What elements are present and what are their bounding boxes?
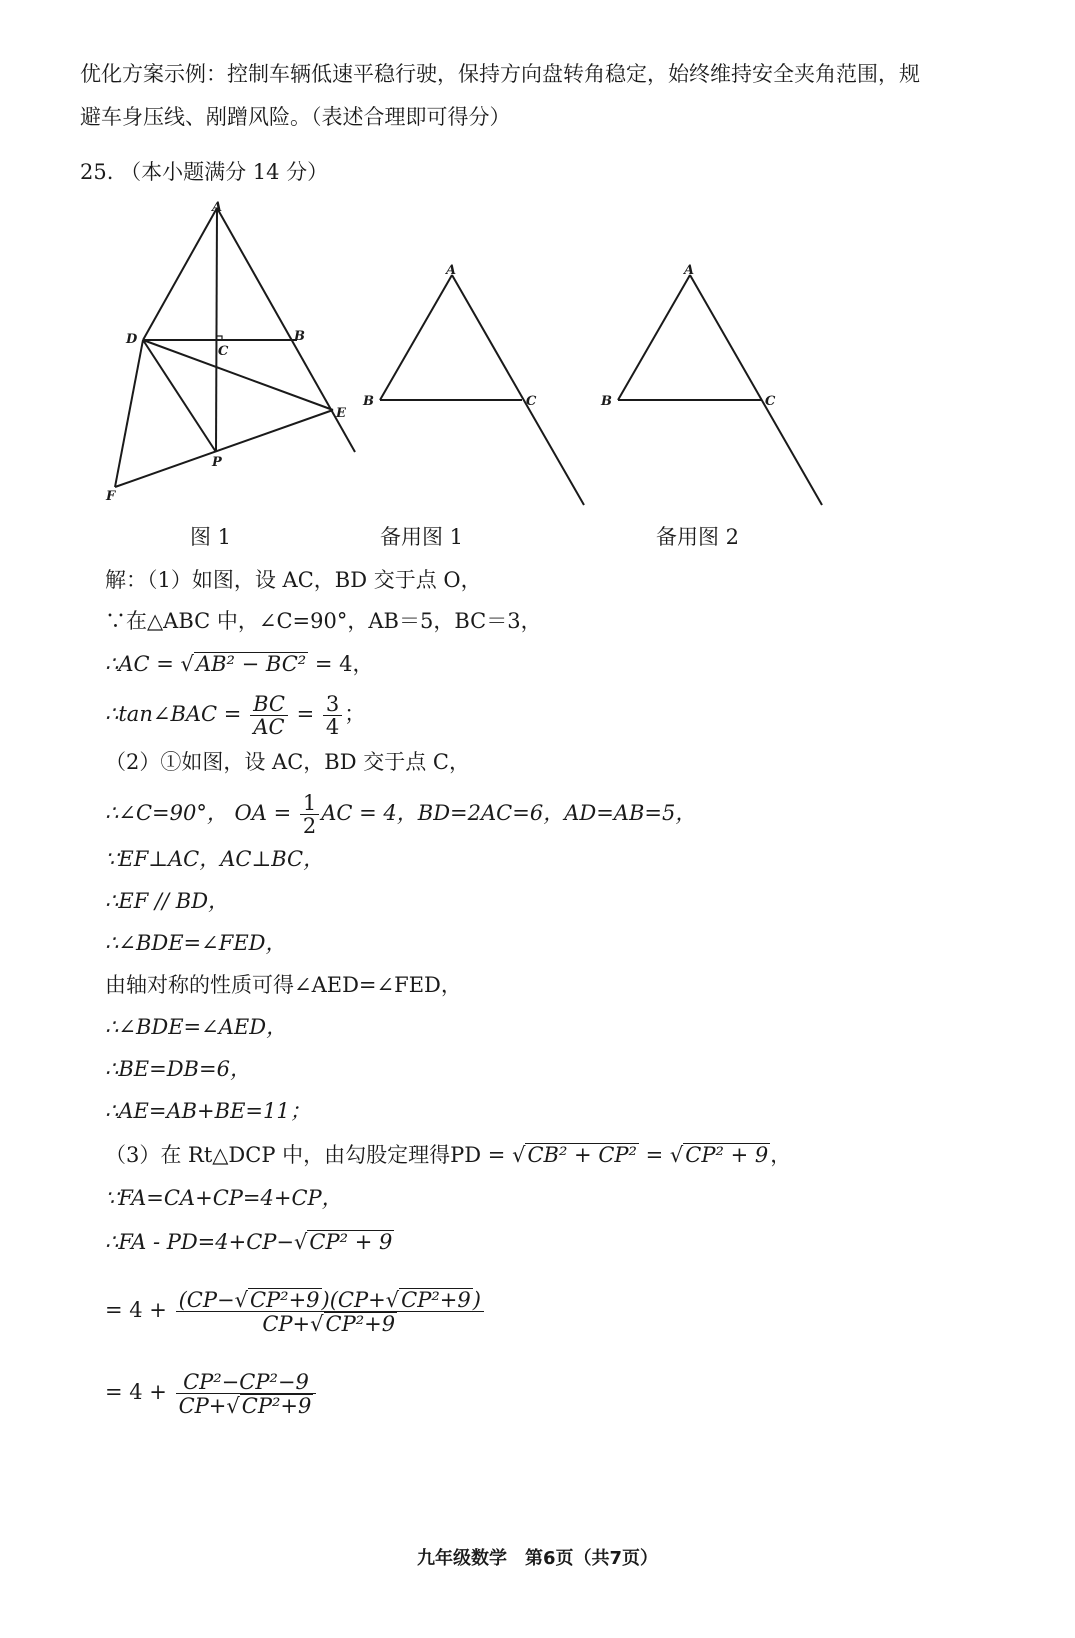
frac-1-2: $\frac{1}{2}$ — [300, 792, 319, 837]
fig1-label-B: B — [294, 329, 305, 344]
backup1-line-AC-ext — [452, 275, 584, 505]
backup1-label-A: A — [446, 263, 457, 278]
sqrt-cp-9-b: CP² + 9 — [309, 1230, 393, 1254]
fig1-line-FE — [115, 410, 333, 487]
sqrt-cb-cp: CB² + CP² — [527, 1143, 637, 1167]
frac-simplified: $\frac{\text{CP²−CP²−9}}{\text{CP+√CP²+9}}$ — [176, 1371, 317, 1417]
fig1-line-AP — [216, 208, 217, 452]
solution-line-5: （2）①如图，设 AC，BD 交于点 C， — [105, 750, 470, 774]
solution-line-9: ∴∠BDE=∠FED， — [105, 931, 287, 955]
backup1-label-C: C — [526, 394, 537, 409]
solution-line-1: 解：（1）如图，设 AC，BD 交于点 O， — [105, 568, 482, 592]
solution-line-12: ∴BE=DB=6， — [105, 1057, 251, 1081]
solution-line-4: ∴tan∠BAC = $\frac{BC}{AC}$ = $\frac{3}{4}$ ； — [105, 692, 366, 739]
solution-line-14: （3）在 Rt△DCP 中，由勾股定理得PD = √CB² + CP² = √CP² + 9， — [105, 1143, 792, 1167]
intro-line-2: 避车身压线、剐蹭风险。（表述合理即可得分） — [80, 105, 511, 129]
solution-line-13: ∴AE=AB+BE=11； — [105, 1099, 311, 1123]
intro-line-1: 优化方案示例：控制车辆低速平稳行驶，保持方向盘转角稳定，始终维持安全夹角范围，规 — [80, 62, 920, 86]
backup2-line-AC-ext — [690, 275, 822, 505]
question-header — [80, 158, 328, 186]
fig1-caption: 图 1 — [190, 525, 232, 549]
backup2-label-C: C — [765, 394, 776, 409]
fig1-line-DE — [143, 340, 333, 410]
frac-rationalize: $\frac{\text{(CP−√CP²+9)(CP+√CP²+9)}}{\text{CP+√CP²+9}}$ — [176, 1288, 484, 1335]
frac-3-4: $\frac{3}{4}$ — [323, 693, 342, 738]
backup2-label-A: A — [684, 263, 695, 278]
fig1-label-P: P — [212, 455, 222, 470]
fig1-label-C: C — [218, 344, 229, 359]
solution-line-15: ∵FA=CA+CP=4+CP， — [105, 1186, 343, 1210]
fig1-label-A: A — [212, 200, 223, 215]
backup2-caption: 备用图 2 — [656, 525, 740, 549]
solution-line-2: ∵在△ABC 中，∠C=90°，AB＝5，BC＝3， — [105, 609, 542, 633]
solution-line-8: ∴EF // BD， — [105, 889, 230, 913]
figure-1 — [0, 190, 1075, 520]
backup1-label-B: B — [363, 394, 374, 409]
fig1-label-F: F — [106, 489, 116, 504]
backup2-label-B: B — [601, 394, 612, 409]
fig1-line-AE — [217, 208, 355, 452]
solution-line-3: ∴AC = √AB² − BC² = 4， — [105, 652, 374, 676]
solution-line-18: = 4 + $\frac{\text{CP²−CP²−9}}{\text{CP+√CP²+9}}$ — [105, 1364, 318, 1420]
frac-bc-ac: $\frac{BC}{AC}$ — [250, 693, 288, 738]
backup1-caption: 备用图 1 — [380, 525, 464, 549]
backup1-line-AB — [380, 275, 452, 400]
question-number: 25. — [80, 160, 114, 184]
fig1-label-D: D — [126, 332, 138, 347]
solution-line-11: ∴∠BDE=∠AED， — [105, 1015, 288, 1039]
solution-line-7: ∵EF⊥AC，AC⊥BC， — [105, 847, 325, 871]
question-points: （本小题满分 14 分） — [120, 160, 329, 184]
fig1-label-E: E — [336, 406, 346, 421]
fig1-line-DP — [143, 340, 216, 452]
fig1-line-DF — [115, 340, 143, 487]
fig1-line-AD — [143, 208, 217, 340]
sqrt-cp-9: CP² + 9 — [685, 1143, 769, 1167]
backup2-line-AB — [618, 275, 690, 400]
solution-line-6: ∴∠C=90°， OA = $\frac{1}{2}$ AC = 4，BD=2AC=6，AD=AB=5， — [105, 791, 697, 838]
solution-line-16: ∴FA - PD=4+CP−√CP² + 9 — [105, 1230, 393, 1254]
sqrt-ab-bc: AB² − BC² — [195, 652, 307, 676]
solution-line-17: = 4 + $\frac{\text{(CP−√CP²+9)(CP+√CP²+9)}}{\text{CP+√CP²+9}}$ — [105, 1282, 486, 1338]
solution-line-10: 由轴对称的性质可得∠AED=∠FED， — [105, 973, 462, 997]
page-footer: 九年级数学 第6页（共7页） — [416, 1548, 659, 1569]
